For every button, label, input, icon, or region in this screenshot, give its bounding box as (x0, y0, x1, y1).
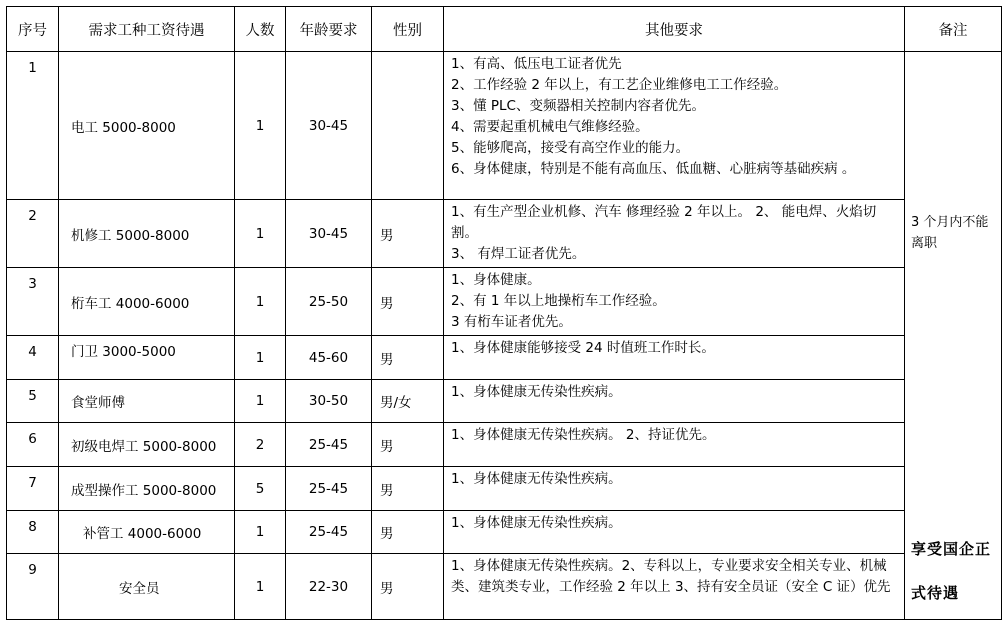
table-row (7, 423, 1002, 467)
row-job: 初级电焊工 5000-8000 (59, 423, 235, 467)
row-seq: 6 (7, 423, 59, 467)
recruitment-table (6, 6, 1002, 620)
row-count: 1 (235, 554, 286, 620)
row-age: 30-45 (286, 200, 372, 268)
row-job: 机修工 5000-8000 (59, 200, 235, 268)
header-count: 人数 (235, 7, 286, 52)
row-job: 电工 5000-8000 (59, 52, 235, 200)
row-job: 食堂师傅 (59, 380, 235, 423)
row-age: 25-45 (286, 511, 372, 554)
row-seq: 3 (7, 268, 59, 336)
table-row (7, 380, 1002, 423)
row-age: 22-30 (286, 554, 372, 620)
row-gender: 男 (372, 467, 444, 511)
row-seq: 8 (7, 511, 59, 554)
row-count: 1 (235, 336, 286, 380)
requirement-line: 1、有高、低压电工证者优先 (451, 56, 622, 72)
row-count: 1 (235, 200, 286, 268)
header-seq: 序号 (7, 7, 59, 52)
requirement-line: 5、能够爬高，接受有高空作业的能力。 (451, 140, 690, 156)
row-seq: 1 (7, 52, 59, 200)
row-count: 1 (235, 268, 286, 336)
row-seq: 4 (7, 336, 59, 380)
requirement-line: 3、懂 PLC、变频器相关控制内容者优先。 (451, 98, 705, 114)
row-requirements (444, 380, 905, 423)
row-job: 补管工 4000-6000 (59, 511, 235, 554)
row-job: 安全员 (59, 554, 235, 620)
row-job: 桁车工 4000-6000 (59, 268, 235, 336)
row-count: 1 (235, 380, 286, 423)
row-seq: 5 (7, 380, 59, 423)
requirement-line: 1、身体健康能够接受 24 时值班工作时长。 (451, 340, 715, 356)
row-requirements (444, 423, 905, 467)
row-seq: 2 (7, 200, 59, 268)
row-requirements (444, 467, 905, 511)
table-row (7, 52, 1002, 200)
row-gender: 男 (372, 511, 444, 554)
row-age: 30-50 (286, 380, 372, 423)
requirement-line: 1、身体健康无传染性疾病。2、专科以上，专业要求安全相关专业、机械类、建筑类专业，工作经验 2 年以上 3、持有安全员证（安全 C 证）优先 (451, 558, 891, 595)
table-row (7, 336, 1002, 380)
requirement-line: 3 有桁车证者优先。 (451, 314, 572, 330)
remark-benefit: 享受国企正式待遇 (911, 540, 992, 602)
requirement-line: 4、需要起重机械电气维修经验。 (451, 119, 649, 135)
row-count: 2 (235, 423, 286, 467)
header-job: 需求工种工资待遇 (59, 7, 235, 52)
row-gender (372, 52, 444, 200)
row-gender: 男 (372, 200, 444, 268)
header-remarks: 备注 (905, 7, 1002, 52)
row-requirements (444, 200, 905, 268)
remarks-cell (905, 52, 1002, 620)
row-job: 成型操作工 5000-8000 (59, 467, 235, 511)
row-requirements (444, 554, 905, 620)
header-gender: 性别 (372, 7, 444, 52)
requirement-line: 6、身体健康，特别是不能有高血压、低血糖、心脏病等基础疾病 。 (451, 161, 856, 177)
table-row (7, 554, 1002, 620)
row-gender: 男 (372, 268, 444, 336)
row-age: 25-45 (286, 467, 372, 511)
row-age: 25-45 (286, 423, 372, 467)
row-gender: 男 (372, 336, 444, 380)
header-row (7, 7, 1002, 52)
requirement-line: 2、工作经验 2 年以上，有工艺企业维修电工工作经验。 (451, 77, 788, 93)
row-requirements (444, 268, 905, 336)
requirement-line: 1、身体健康无传染性疾病。 (451, 515, 622, 531)
row-seq: 9 (7, 554, 59, 620)
requirement-line: 1、有生产型企业机修、汽车 修理经验 2 年以上。 2、 能电焊、火焰切割。 (451, 204, 877, 241)
requirement-line: 1、身体健康无传染性疾病。 (451, 384, 622, 400)
requirement-line: 1、身体健康无传染性疾病。 2、持证优先。 (451, 427, 716, 443)
table-row (7, 200, 1002, 268)
remark-no-resign: 3 个月内不能离职 (911, 215, 989, 251)
header-requirements: 其他要求 (444, 7, 905, 52)
requirement-line: 1、身体健康。 (451, 272, 541, 288)
row-seq: 7 (7, 467, 59, 511)
row-age: 30-45 (286, 52, 372, 200)
row-count: 1 (235, 511, 286, 554)
row-gender: 男/女 (372, 380, 444, 423)
header-age: 年龄要求 (286, 7, 372, 52)
row-requirements (444, 511, 905, 554)
row-requirements (444, 336, 905, 380)
row-job: 门卫 3000-5000 (59, 336, 235, 380)
row-gender: 男 (372, 423, 444, 467)
requirement-line: 3、 有焊工证者优先。 (451, 246, 586, 262)
requirement-line: 1、身体健康无传染性疾病。 (451, 471, 622, 487)
row-requirements (444, 52, 905, 200)
table-row (7, 511, 1002, 554)
table-row (7, 268, 1002, 336)
table-row (7, 467, 1002, 511)
requirement-line: 2、有 1 年以上地操桁车工作经验。 (451, 293, 666, 309)
row-count: 5 (235, 467, 286, 511)
row-age: 25-50 (286, 268, 372, 336)
row-gender: 男 (372, 554, 444, 620)
row-age: 45-60 (286, 336, 372, 380)
row-count: 1 (235, 52, 286, 200)
